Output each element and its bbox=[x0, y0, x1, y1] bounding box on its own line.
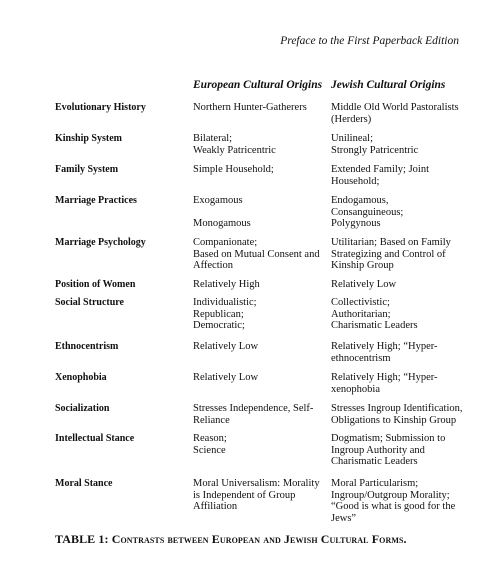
cell-line: Household; bbox=[331, 175, 380, 187]
cell-european bbox=[193, 102, 328, 114]
cell-line: Moral Universalism: Morality bbox=[193, 478, 320, 489]
cell-line: Ingroup Authority and bbox=[331, 444, 425, 456]
cell-line: Weakly Patricentric bbox=[193, 144, 276, 156]
cell-line: Strongly Patricentric bbox=[331, 144, 419, 156]
cell-line: Affiliation bbox=[193, 501, 238, 512]
row-label: Marriage Psychology bbox=[55, 237, 146, 248]
cell-line: Extended Family; Joint bbox=[331, 164, 429, 175]
cell-line: (Herders) bbox=[331, 113, 372, 125]
cell-line: Authoritarian; bbox=[331, 308, 391, 320]
cell-line bbox=[193, 207, 328, 219]
running-header: Preface to the First Paperback Edition bbox=[280, 35, 459, 47]
row-label: Xenophobia bbox=[55, 372, 107, 383]
cell-jewish bbox=[331, 195, 466, 230]
cell-line: Reason; bbox=[193, 433, 227, 444]
row-label: Evolutionary History bbox=[55, 102, 146, 113]
row-label: Social Structure bbox=[55, 297, 124, 308]
cell-line: Companionate; bbox=[193, 237, 258, 248]
row-label: Intellectual Stance bbox=[55, 433, 135, 444]
cell-line: Based on Mutual Consent and bbox=[193, 248, 320, 260]
cell-european bbox=[193, 237, 328, 272]
cell-line: Simple Household; bbox=[193, 164, 274, 175]
cell-european bbox=[193, 279, 328, 291]
cell-line: Bilateral; bbox=[193, 133, 233, 144]
cell-line: Stresses Independence, Self- bbox=[193, 403, 314, 414]
cell-jewish bbox=[331, 478, 466, 524]
cell-line: Collectivistic; bbox=[331, 297, 390, 308]
cell-line: xenophobia bbox=[331, 383, 380, 395]
cell-line: Reliance bbox=[193, 414, 230, 426]
cell-european bbox=[193, 195, 328, 230]
cell-line: Republican; bbox=[193, 308, 244, 320]
cell-line: Exogamous bbox=[193, 195, 243, 206]
row-label: Socialization bbox=[55, 403, 110, 414]
cell-line: Northern Hunter-Gatherers bbox=[193, 102, 307, 113]
cell-jewish bbox=[331, 297, 466, 332]
cell-line: Affection bbox=[193, 260, 234, 271]
cell-european bbox=[193, 478, 328, 513]
cell-european bbox=[193, 133, 328, 156]
cell-line: Endogamous, bbox=[331, 195, 389, 206]
caption-prefix: TABLE 1: bbox=[55, 532, 112, 546]
cell-jewish bbox=[331, 433, 466, 468]
cell-line: Relatively Low bbox=[193, 372, 259, 383]
cell-european bbox=[193, 341, 328, 353]
cell-european bbox=[193, 433, 328, 456]
cell-line: ethnocentrism bbox=[331, 352, 391, 364]
cell-line: Individualistic; bbox=[193, 297, 257, 308]
cell-line: Obligations to Kinship Group bbox=[331, 414, 457, 426]
cell-line: Monogamous bbox=[193, 218, 251, 229]
cell-line: Charismatic Leaders bbox=[331, 320, 418, 331]
cell-line: Strategizing and Control of bbox=[331, 248, 446, 260]
cell-jewish bbox=[331, 237, 466, 272]
cell-european bbox=[193, 297, 328, 332]
cell-line: Charismatic Leaders bbox=[331, 456, 418, 467]
cell-line: Relatively High; “Hyper- bbox=[331, 341, 438, 352]
cell-line: “Good is what is good for the bbox=[331, 501, 456, 512]
column-header-european: European Cultural Origins bbox=[193, 79, 323, 91]
cell-line: Jews” bbox=[331, 512, 357, 524]
cell-line: Relatively High bbox=[193, 279, 260, 290]
cell-line: Polygynous bbox=[331, 218, 381, 229]
table-caption bbox=[55, 532, 407, 547]
cell-jewish bbox=[331, 341, 466, 364]
cell-jewish bbox=[331, 279, 466, 291]
cell-line: Consanguineous; bbox=[331, 206, 404, 218]
cell-line: Relatively Low bbox=[193, 341, 259, 352]
row-label: Marriage Practices bbox=[55, 195, 137, 206]
cell-line: Relatively High; “Hyper- bbox=[331, 372, 438, 383]
cell-jewish bbox=[331, 164, 466, 187]
cell-line: Science bbox=[193, 444, 226, 456]
cell-line: Utilitarian; Based on Family bbox=[331, 237, 451, 248]
cell-jewish bbox=[331, 133, 466, 156]
cell-jewish bbox=[331, 403, 466, 426]
cell-line: Democratic; bbox=[193, 320, 245, 331]
cell-line: Unilineal; bbox=[331, 133, 373, 144]
row-label: Kinship System bbox=[55, 133, 122, 144]
cell-european bbox=[193, 372, 328, 384]
column-header-jewish: Jewish Cultural Origins bbox=[331, 79, 446, 91]
cell-line: Ingroup/Outgroup Morality; bbox=[331, 489, 450, 501]
row-label: Moral Stance bbox=[55, 478, 113, 489]
cell-european bbox=[193, 164, 328, 176]
cell-line: is Independent of Group bbox=[193, 489, 296, 501]
cell-european bbox=[193, 403, 328, 426]
cell-line: Relatively Low bbox=[331, 279, 397, 290]
cell-jewish bbox=[331, 372, 466, 395]
row-label: Ethnocentrism bbox=[55, 341, 119, 352]
cell-line: Middle Old World Pastoralists bbox=[331, 102, 459, 113]
caption-text: Contrasts between European and Jewish Cultural Forms. bbox=[111, 532, 407, 546]
cell-jewish bbox=[331, 102, 466, 125]
cell-line: Kinship Group bbox=[331, 260, 394, 271]
row-label: Family System bbox=[55, 164, 119, 175]
cell-line: Stresses Ingroup Identification, bbox=[331, 403, 463, 414]
cell-line: Dogmatism; Submission to bbox=[331, 433, 446, 444]
row-label: Position of Women bbox=[55, 279, 136, 290]
cell-line: Moral Particularism; bbox=[331, 478, 419, 489]
